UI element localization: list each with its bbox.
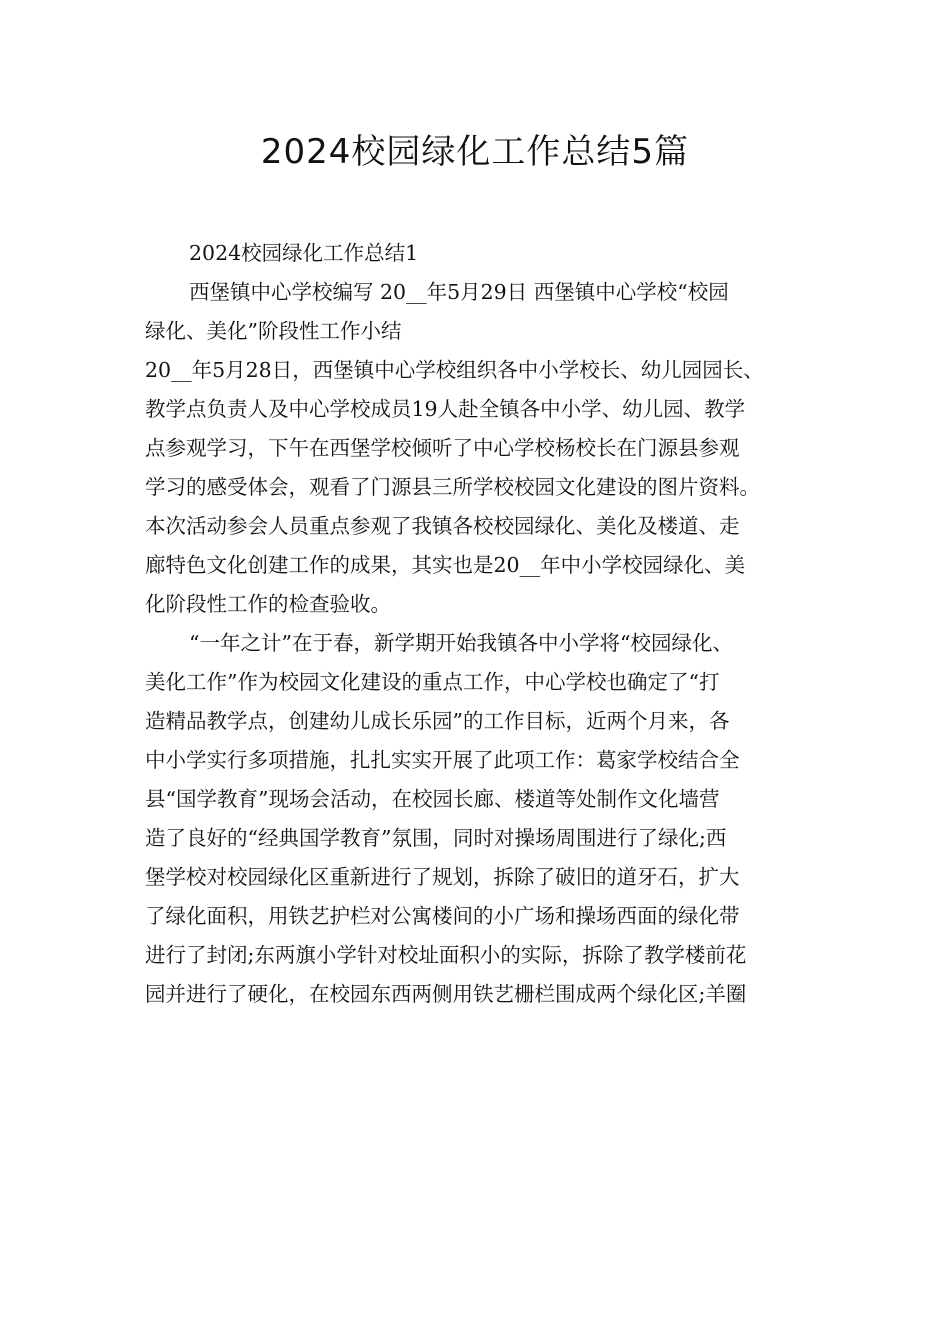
paragraph-line: “一年之计”在于春，新学期开始我镇各中小学将“校园绿化、 <box>189 631 733 655</box>
paragraph-line: 造精品教学点，创建幼儿成长乐园”的工作目标，近两个月来，各 <box>145 709 730 733</box>
paragraph-line: 绿化、美化”阶段性工作小结 <box>145 319 402 343</box>
paragraph-line: 20__年5月28日，西堡镇中心学校组织各中小学校长、幼儿园园长、 <box>145 358 764 382</box>
paragraph-line: 化阶段性工作的检查验收。 <box>145 592 391 616</box>
paragraph-line: 西堡镇中心学校编写 20__年5月29日 西堡镇中心学校“校园 <box>189 280 729 304</box>
paragraph-line: 学习的感受体会，观看了门源县三所学校校园文化建设的图片资料。 <box>145 475 760 499</box>
paragraph-line: 造了良好的“经典国学教育”氛围，同时对操场周围进行了绿化;西 <box>145 826 727 850</box>
paragraph-line: 教学点负责人及中心学校成员19人赴全镇各中小学、幼儿园、教学 <box>145 397 746 421</box>
paragraph-line: 本次活动参会人员重点参观了我镇各校校园绿化、美化及楼道、走 <box>145 514 740 538</box>
document-title: 2024校园绿化工作总结5篇 <box>260 132 690 172</box>
paragraph-line: 中小学实行多项措施，扎扎实实开展了此项工作：葛家学校结合全 <box>145 748 740 772</box>
paragraph-line: 廊特色文化创建工作的成果，其实也是20__年中小学校园绿化、美 <box>145 553 746 577</box>
document-body <box>145 234 825 1014</box>
paragraph-line: 园并进行了硬化，在校园东西两侧用铁艺栅栏围成两个绿化区;羊圈 <box>145 982 747 1006</box>
paragraph-line: 了绿化面积，用铁艺护栏对公寓楼间的小广场和操场西面的绿化带 <box>145 904 740 928</box>
paragraph-line: 进行了封闭;东两旗小学针对校址面积小的实际，拆除了教学楼前花 <box>145 943 747 967</box>
paragraph-line: 县“国学教育”现场会活动，在校园长廊、楼道等处制作文化墙营 <box>145 787 720 811</box>
paragraph-line: 点参观学习，下午在西堡学校倾听了中心学校杨校长在门源县参观 <box>145 436 740 460</box>
paragraph-line: 美化工作”作为校园文化建设的重点工作，中心学校也确定了“打 <box>145 670 720 694</box>
paragraph-line: 堡学校对校园绿化区重新进行了规划，拆除了破旧的道牙石，扩大 <box>145 865 740 889</box>
section-heading: 2024校园绿化工作总结1 <box>189 241 419 265</box>
